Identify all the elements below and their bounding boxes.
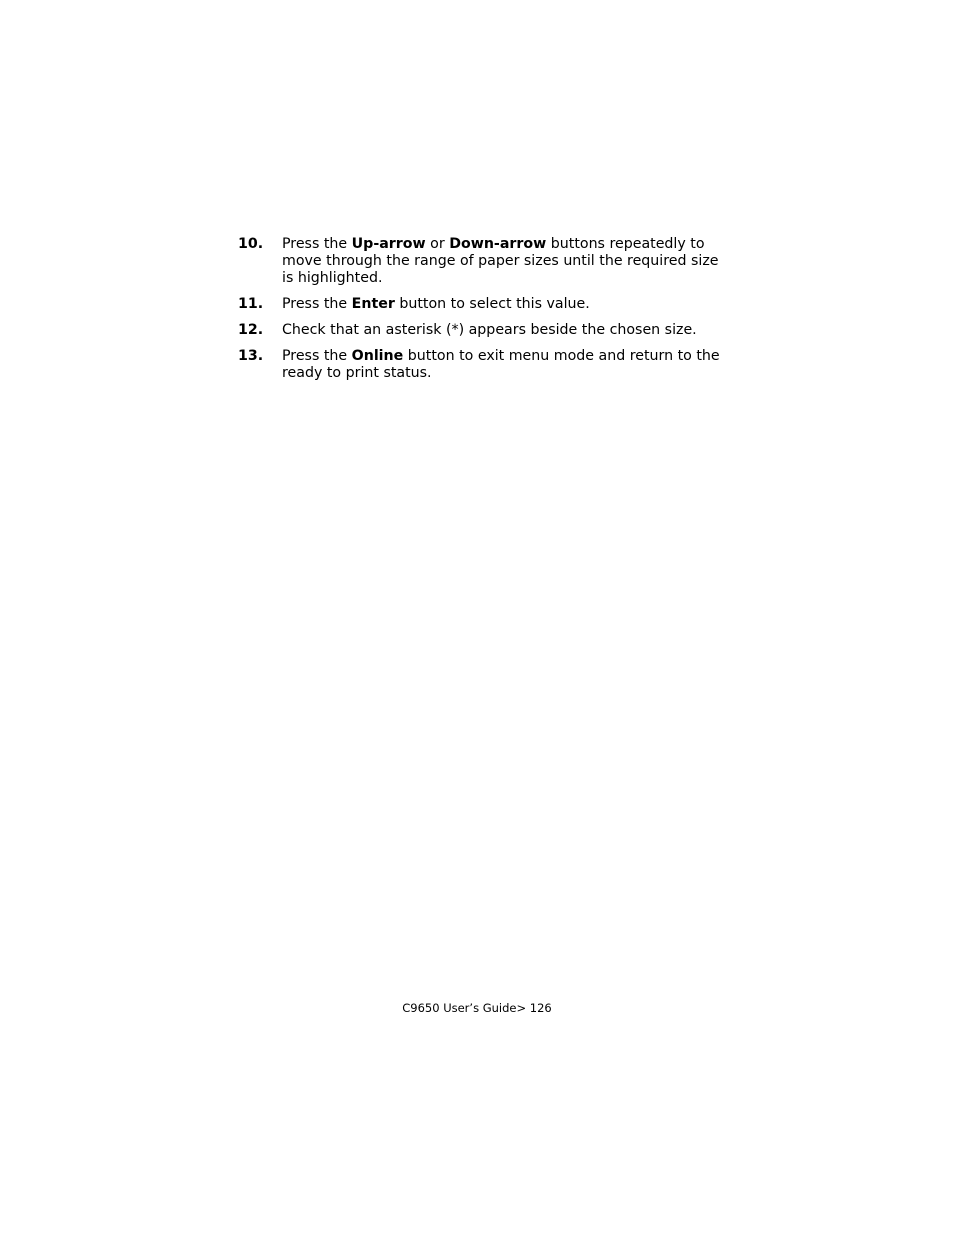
down-arrow-key-label: Down-arrow: [449, 236, 547, 252]
step-text: Check that an asterisk (*) appears beside the chosen size.: [282, 322, 697, 338]
up-arrow-key-label: Up-arrow: [351, 236, 426, 252]
instruction-steps: [238, 236, 728, 391]
step-number: 13.: [238, 348, 264, 364]
step-item: [238, 322, 728, 339]
page-footer: C9650 User’s Guide> 126: [402, 1001, 552, 1015]
step-number: 10.: [238, 236, 264, 252]
step-text: Press the Up-arrow or Down-arrow buttons repeatedly to move through the range of paper sizes until the required size is highlighted.: [282, 236, 719, 286]
online-key-label: Online: [351, 348, 404, 364]
enter-key-label: Enter: [351, 296, 395, 312]
step-item: [238, 348, 728, 382]
step-number: 11.: [238, 296, 264, 312]
step-text: Press the Online button to exit menu mode and return to the ready to print status.: [282, 348, 720, 381]
step-item: [238, 236, 728, 287]
step-text: Press the Enter button to select this value.: [282, 296, 590, 312]
step-number: 12.: [238, 322, 264, 338]
step-item: [238, 296, 728, 313]
